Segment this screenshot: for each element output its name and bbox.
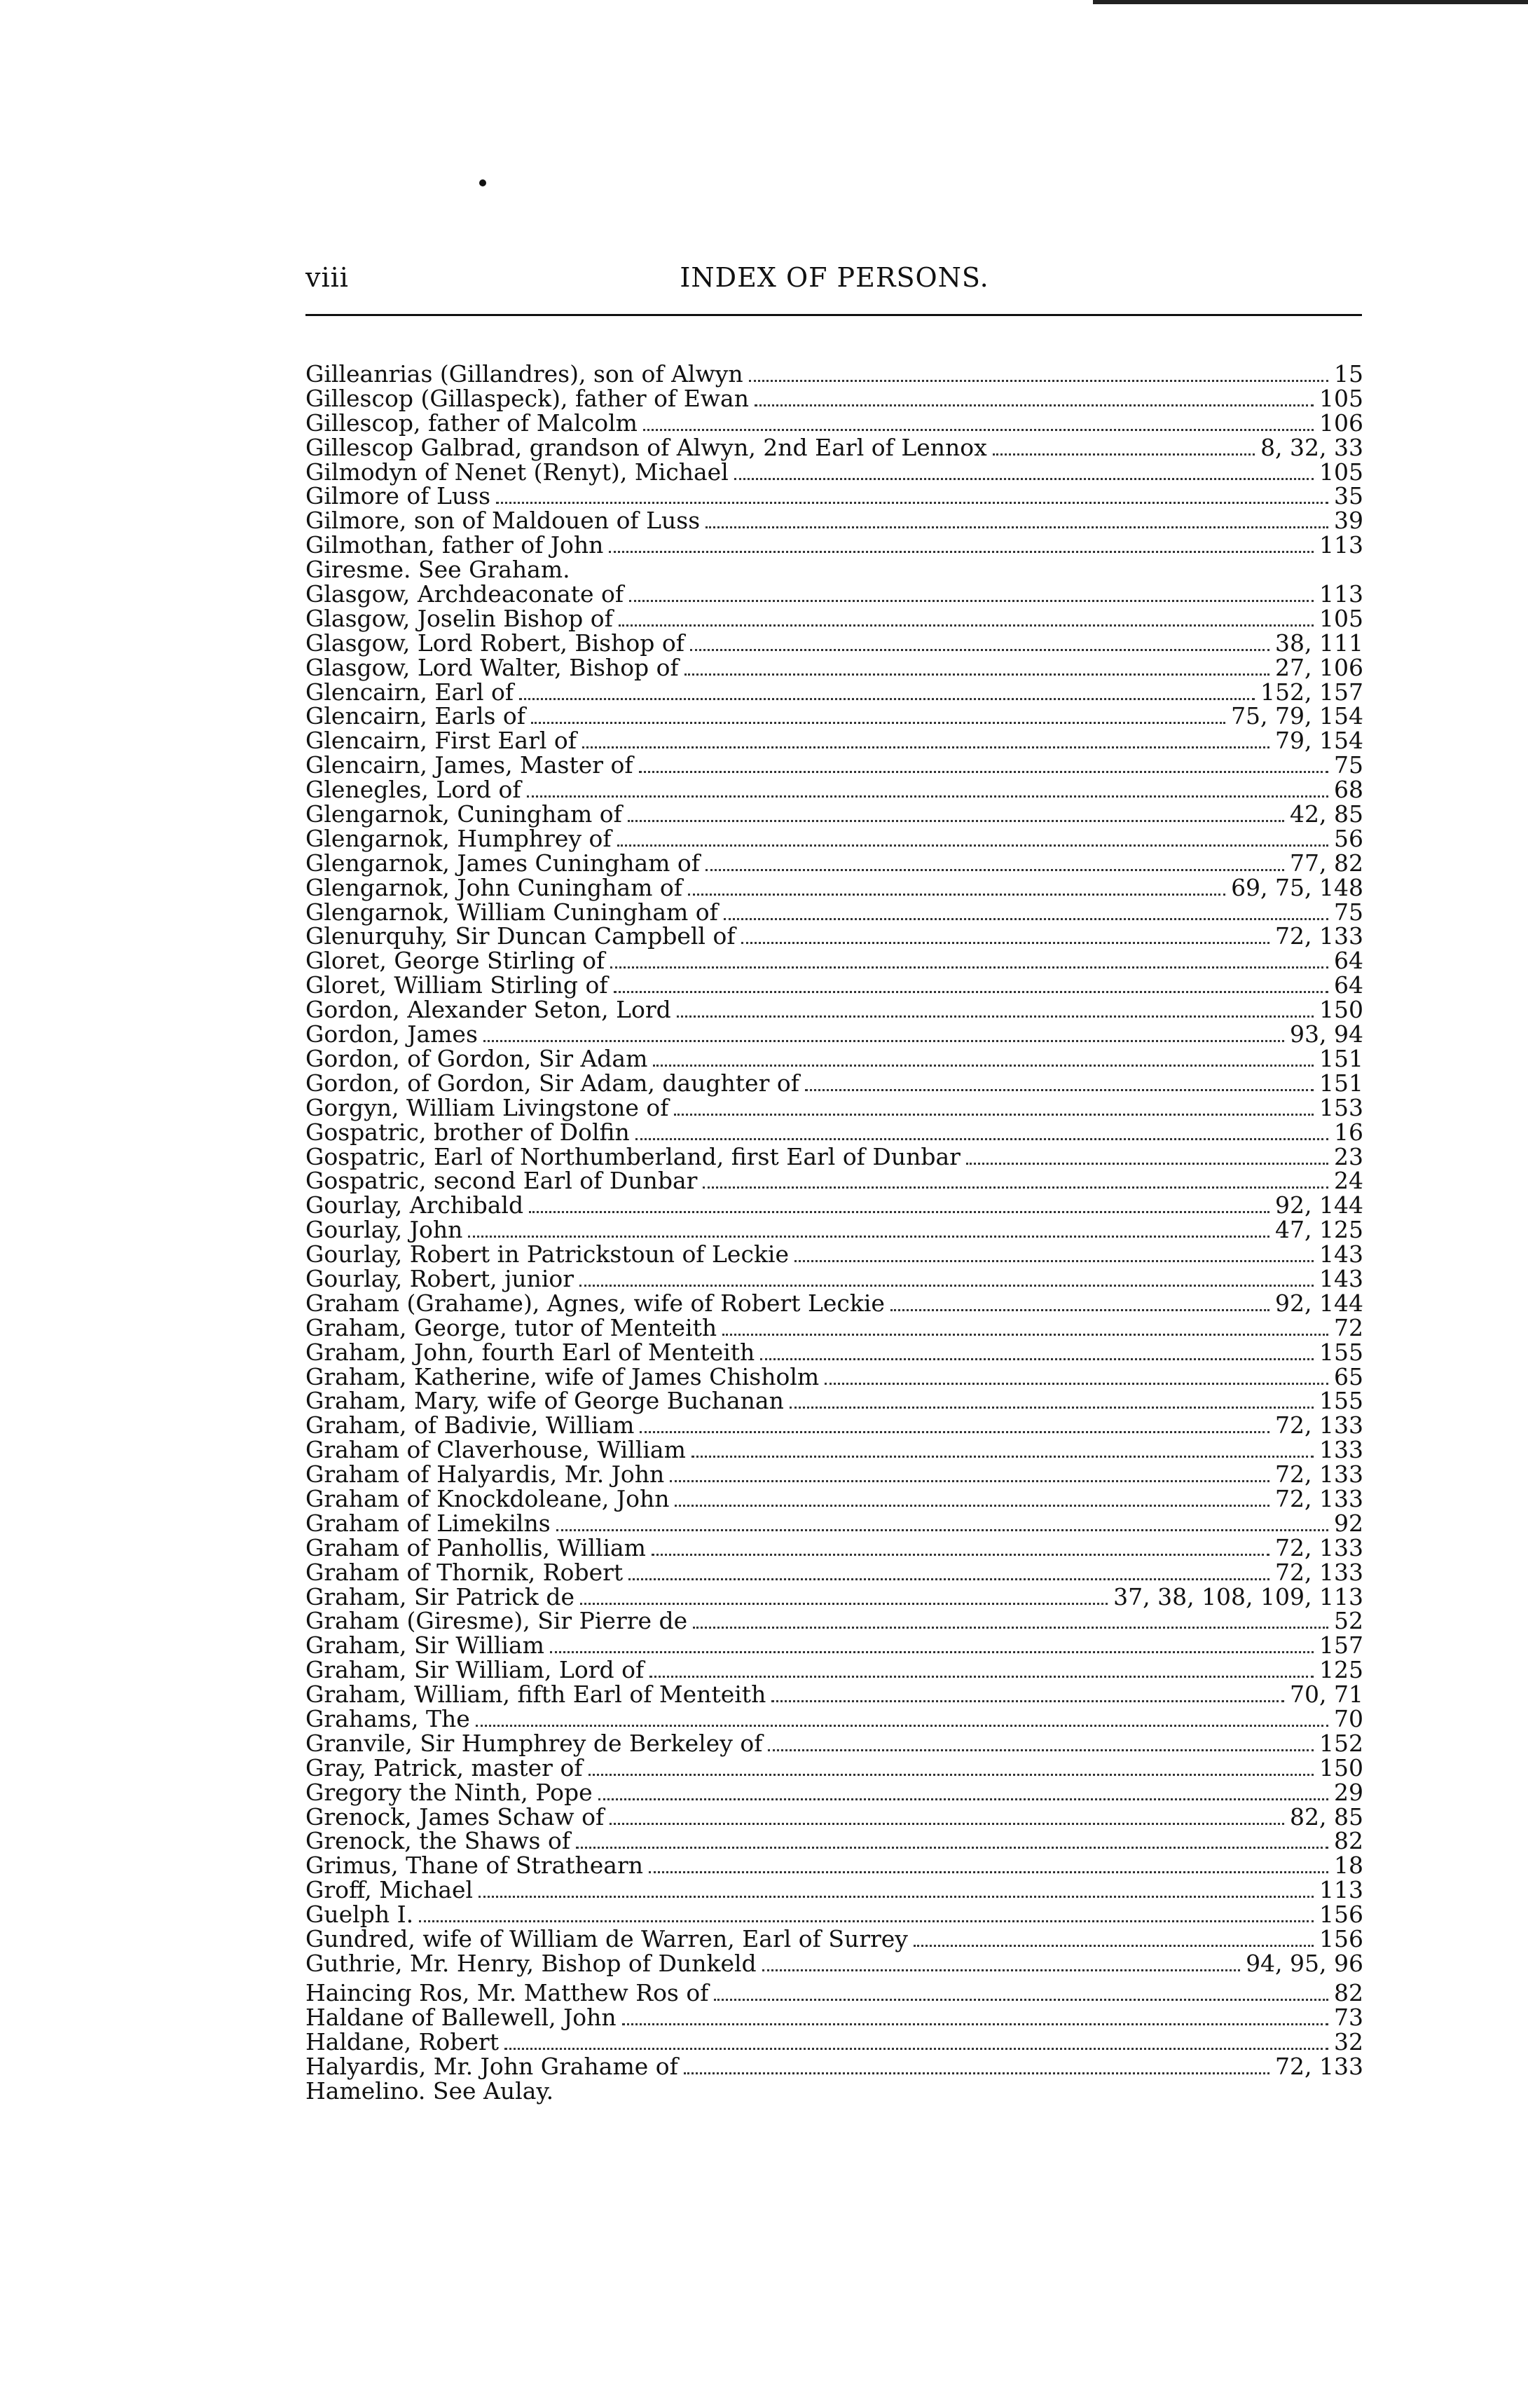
entry-name: Glengarnok, James Cuningham of bbox=[305, 849, 700, 877]
dot-leader bbox=[734, 478, 1314, 480]
entry-name: Graham, William, fifth Earl of Menteith bbox=[305, 1681, 766, 1709]
dot-leader bbox=[579, 1285, 1314, 1287]
dot-leader bbox=[640, 1431, 1269, 1433]
dot-leader bbox=[755, 404, 1314, 406]
dot-leader bbox=[649, 1871, 1328, 1873]
dot-leader bbox=[914, 1945, 1314, 1947]
entry-name: Graham of Thornik, Robert bbox=[305, 1558, 624, 1586]
entry-name: Glasgow, Lord Walter, Bishop of bbox=[305, 653, 679, 681]
entry-name: Gundred, wife of William de Warren, Earl of Surrey bbox=[305, 1925, 908, 1952]
index-entry bbox=[305, 1802, 1363, 1831]
dot-leader bbox=[556, 1529, 1328, 1531]
page-title: INDEX OF PERSONS. bbox=[680, 262, 989, 293]
index-section-g bbox=[305, 362, 1363, 1976]
entry-pages: 47, 125 bbox=[1275, 1216, 1363, 1244]
entry-pages: 106 bbox=[1319, 409, 1363, 437]
index-entry bbox=[305, 1829, 1363, 1854]
entry-pages: 18 bbox=[1334, 1852, 1363, 1880]
dot-leader bbox=[724, 918, 1328, 920]
dot-leader bbox=[610, 1823, 1284, 1825]
dot-leader bbox=[496, 502, 1328, 504]
dot-leader bbox=[629, 600, 1314, 602]
entry-pages: 143 bbox=[1319, 1240, 1363, 1268]
entry-name: Gordon, James bbox=[305, 1020, 478, 1048]
entry-name: Hamelino. See Aulay. bbox=[305, 2077, 554, 2105]
entry-pages: 72, 133 bbox=[1275, 1533, 1363, 1561]
entry-pages: 82 bbox=[1334, 1827, 1363, 1855]
index-entry bbox=[305, 1169, 1363, 1193]
dot-leader bbox=[531, 722, 1225, 724]
entry-pages: 69, 75, 148 bbox=[1231, 873, 1363, 901]
entry-pages: 72, 133 bbox=[1275, 1460, 1363, 1489]
entry-name: Haldane, Robert bbox=[305, 2027, 499, 2055]
header-rule bbox=[305, 314, 1362, 316]
entry-pages: 72, 133 bbox=[1275, 2052, 1363, 2080]
entry-name: Gospatric, brother of Dolfin bbox=[305, 1118, 630, 1146]
entry-name: Glencairn, First Earl of bbox=[305, 727, 577, 755]
index-entry bbox=[305, 582, 1363, 607]
dot-leader bbox=[576, 1847, 1328, 1849]
index-entry bbox=[305, 1981, 1363, 2006]
entry-name: Graham, Sir William bbox=[305, 1631, 544, 1660]
index-entry bbox=[305, 509, 1363, 533]
index-entry bbox=[305, 949, 1363, 973]
dot-leader bbox=[628, 1578, 1269, 1580]
entry-name: Gordon, of Gordon, Sir Adam bbox=[305, 1044, 648, 1072]
entry-name: Glasgow, Archdeaconate of bbox=[305, 580, 624, 608]
entry-pages: 150 bbox=[1319, 1753, 1363, 1781]
entry-pages: 105 bbox=[1319, 604, 1363, 632]
dot-leader bbox=[617, 844, 1328, 847]
entry-pages: 70 bbox=[1334, 1704, 1363, 1732]
entry-pages: 64 bbox=[1334, 947, 1363, 975]
index-entry bbox=[305, 484, 1363, 509]
entry-name: Graham of Claverhouse, William bbox=[305, 1436, 686, 1464]
entry-pages: 157 bbox=[1319, 1631, 1363, 1660]
entry-name: Gilmore, son of Maldouen of Luss bbox=[305, 507, 701, 535]
index-entry bbox=[305, 631, 1363, 656]
dot-leader bbox=[890, 1309, 1269, 1311]
index-entry bbox=[305, 998, 1363, 1022]
dot-leader bbox=[790, 1407, 1314, 1409]
index-entry bbox=[305, 973, 1363, 998]
dot-leader bbox=[476, 1725, 1328, 1727]
entry-name: Halyardis, Mr. John Grahame of bbox=[305, 2052, 678, 2080]
index-entry bbox=[305, 1949, 1363, 1977]
entry-name: Graham, of Badivie, William bbox=[305, 1411, 635, 1439]
index-entry bbox=[305, 1093, 1363, 1121]
entry-pages: 32 bbox=[1334, 2027, 1363, 2055]
entry-name: Gourlay, Robert in Patrickstoun of Leckie bbox=[305, 1240, 790, 1268]
entry-name: Gourlay, Archibald bbox=[305, 1191, 524, 1219]
entry-pages: 152, 157 bbox=[1260, 678, 1363, 706]
entry-name: Graham (Giresme), Sir Pierre de bbox=[305, 1607, 688, 1635]
index-entry bbox=[305, 873, 1363, 901]
dot-leader bbox=[609, 551, 1314, 553]
entry-name: Gray, Patrick, master of bbox=[305, 1753, 583, 1781]
dot-leader bbox=[529, 1211, 1269, 1213]
dot-leader bbox=[674, 1114, 1314, 1116]
index-entry bbox=[305, 1778, 1363, 1806]
entry-pages: 143 bbox=[1319, 1264, 1363, 1292]
index-entry bbox=[305, 824, 1363, 852]
entry-pages: 70, 71 bbox=[1290, 1681, 1363, 1709]
dot-leader bbox=[419, 1920, 1314, 1922]
entry-pages: 113 bbox=[1319, 531, 1363, 559]
entry-name: Glasgow, Lord Robert, Bishop of bbox=[305, 629, 684, 657]
entry-name: Glenurquhy, Sir Duncan Campbell of bbox=[305, 922, 736, 950]
entry-pages: 156 bbox=[1319, 1901, 1363, 1929]
entry-name: Gilleanrias (Gillandres), son of Alwyn bbox=[305, 360, 743, 388]
dot-leader bbox=[684, 2072, 1269, 2074]
entry-name: Gorgyn, William Livingstone of bbox=[305, 1093, 669, 1121]
index-entry bbox=[305, 1582, 1363, 1610]
entry-name: Glencairn, Earls of bbox=[305, 702, 526, 730]
index-entry bbox=[305, 558, 1363, 582]
dot-leader bbox=[684, 673, 1269, 676]
entry-pages: 15 bbox=[1334, 360, 1363, 388]
entry-name: Grenock, James Schaw of bbox=[305, 1802, 605, 1831]
entry-pages: 153 bbox=[1319, 1093, 1363, 1121]
entry-name: Graham of Knockdoleane, John bbox=[305, 1484, 670, 1512]
index-entry bbox=[305, 704, 1363, 729]
entry-name: Haincing Ros, Mr. Matthew Ros of bbox=[305, 1979, 709, 2006]
entry-name: Gourlay, John bbox=[305, 1216, 463, 1244]
index-entry bbox=[305, 1704, 1363, 1732]
entry-pages: 68 bbox=[1334, 776, 1363, 804]
dot-leader bbox=[741, 942, 1269, 944]
entry-pages: 155 bbox=[1319, 1338, 1363, 1366]
dot-leader bbox=[706, 526, 1328, 528]
entry-pages: 155 bbox=[1319, 1387, 1363, 1415]
index-entry bbox=[305, 2027, 1363, 2055]
entry-name: Glenegles, Lord of bbox=[305, 776, 521, 804]
index-entry bbox=[305, 460, 1363, 485]
dot-leader bbox=[589, 1774, 1314, 1776]
dot-leader bbox=[706, 869, 1284, 871]
entry-name: Gillescop (Gillaspeck), father of Ewan bbox=[305, 384, 749, 412]
entry-name: Glencairn, James, Master of bbox=[305, 751, 633, 779]
index-entry bbox=[305, 1411, 1363, 1439]
entry-pages: 72 bbox=[1334, 1313, 1363, 1341]
entry-name: Gilmothan, father of John bbox=[305, 531, 604, 559]
index-entry bbox=[305, 411, 1363, 436]
index-entry bbox=[305, 2052, 1363, 2080]
entry-pages: 42, 85 bbox=[1290, 800, 1363, 828]
index-entry bbox=[305, 1927, 1363, 1952]
dot-leader bbox=[993, 453, 1255, 456]
index-entry bbox=[305, 433, 1363, 461]
entry-name: Groff, Michael bbox=[305, 1876, 474, 1904]
entry-name: Gilmore of Luss bbox=[305, 482, 491, 510]
entry-pages: 105 bbox=[1319, 458, 1363, 486]
index-entry bbox=[305, 1022, 1363, 1047]
dot-leader bbox=[483, 1040, 1284, 1042]
index-entry bbox=[305, 653, 1363, 681]
entry-pages: 77, 82 bbox=[1290, 849, 1363, 877]
index-entry bbox=[305, 924, 1363, 949]
entry-name: Grimus, Thane of Strathearn bbox=[305, 1852, 643, 1880]
entry-name: Graham of Panhollis, William bbox=[305, 1533, 646, 1561]
index-entry bbox=[305, 384, 1363, 412]
dot-leader bbox=[691, 1456, 1314, 1458]
ink-dot bbox=[479, 179, 486, 186]
entry-name: Giresme. See Graham. bbox=[305, 556, 570, 584]
index-entry bbox=[305, 753, 1363, 778]
dot-leader bbox=[614, 991, 1328, 993]
index-entry bbox=[305, 1142, 1363, 1170]
dot-leader bbox=[825, 1383, 1328, 1385]
entry-pages: 75, 79, 154 bbox=[1231, 702, 1363, 730]
dot-leader bbox=[504, 2048, 1328, 2050]
entry-name: Grahams, The bbox=[305, 1704, 470, 1732]
entry-pages: 113 bbox=[1319, 580, 1363, 608]
dot-leader bbox=[722, 1334, 1328, 1336]
entry-pages: 39 bbox=[1334, 507, 1363, 535]
index-entry bbox=[305, 1903, 1363, 1927]
index-entry bbox=[305, 1460, 1363, 1489]
dot-leader bbox=[690, 649, 1269, 651]
entry-name: Guthrie, Mr. Henry, Bishop of Dunkeld bbox=[305, 1949, 757, 1977]
entry-pages: 35 bbox=[1334, 482, 1363, 510]
index-entry bbox=[305, 1313, 1363, 1341]
page-number: viii bbox=[305, 262, 349, 293]
index-entry bbox=[305, 1658, 1363, 1683]
dot-leader bbox=[677, 1015, 1314, 1018]
index-entry bbox=[305, 1509, 1363, 1537]
dot-leader bbox=[619, 624, 1314, 627]
entry-pages: 152 bbox=[1319, 1729, 1363, 1757]
entry-pages: 37, 38, 108, 109, 113 bbox=[1113, 1582, 1363, 1610]
dot-leader bbox=[628, 820, 1284, 822]
entry-pages: 82 bbox=[1334, 1979, 1363, 2006]
dot-leader bbox=[610, 966, 1328, 969]
dot-leader bbox=[703, 1186, 1328, 1189]
entry-pages: 75 bbox=[1334, 751, 1363, 779]
index-entry bbox=[305, 1264, 1363, 1292]
index-entry bbox=[305, 1289, 1363, 1317]
dot-leader bbox=[653, 1065, 1314, 1067]
index-entry bbox=[305, 533, 1363, 558]
entry-pages: 92, 144 bbox=[1275, 1191, 1363, 1219]
entry-pages: 151 bbox=[1319, 1044, 1363, 1072]
index-entry bbox=[305, 1389, 1363, 1414]
dot-leader bbox=[966, 1163, 1328, 1165]
entry-name: Guelph I. bbox=[305, 1901, 414, 1929]
entry-pages: 56 bbox=[1334, 824, 1363, 852]
index-entry bbox=[305, 1558, 1363, 1586]
entry-name: Gloret, William Stirling of bbox=[305, 971, 608, 999]
index-entry bbox=[305, 2079, 1363, 2104]
index-entry bbox=[305, 1240, 1363, 1268]
entry-pages: 27, 106 bbox=[1275, 653, 1363, 681]
entry-pages: 82, 85 bbox=[1290, 1802, 1363, 1831]
entry-name: Granvile, Sir Humphrey de Berkeley of bbox=[305, 1729, 763, 1757]
index-entry bbox=[305, 778, 1363, 802]
index-entry bbox=[305, 851, 1363, 876]
entry-pages: 72, 133 bbox=[1275, 1484, 1363, 1512]
index-entry bbox=[305, 1854, 1363, 1878]
entry-pages: 75 bbox=[1334, 898, 1363, 926]
dot-leader bbox=[688, 894, 1225, 896]
dot-leader bbox=[519, 698, 1255, 700]
index-entry bbox=[305, 1729, 1363, 1757]
entry-name: Graham of Limekilns bbox=[305, 1509, 551, 1537]
entry-name: Gloret, George Stirling of bbox=[305, 947, 605, 975]
entry-name: Gillescop, father of Malcolm bbox=[305, 409, 638, 437]
dot-leader bbox=[527, 795, 1328, 798]
dot-leader bbox=[635, 1138, 1328, 1140]
index-entry bbox=[305, 1338, 1363, 1366]
entry-pages: 16 bbox=[1334, 1118, 1363, 1146]
dot-leader bbox=[550, 1651, 1314, 1653]
entry-pages: 93, 94 bbox=[1290, 1020, 1363, 1048]
entry-name: Glasgow, Joselin Bishop of bbox=[305, 604, 613, 632]
entry-pages: 23 bbox=[1334, 1142, 1363, 1170]
index-entry bbox=[305, 1753, 1363, 1781]
entry-name: Graham, Mary, wife of George Buchanan bbox=[305, 1387, 784, 1415]
entry-name: Graham, George, tutor of Menteith bbox=[305, 1313, 717, 1341]
dot-leader bbox=[714, 1999, 1328, 2001]
index-entry bbox=[305, 1438, 1363, 1463]
entry-pages: 113 bbox=[1319, 1876, 1363, 1904]
index-entry bbox=[305, 604, 1363, 632]
dot-leader bbox=[768, 1749, 1314, 1751]
index-entry bbox=[305, 802, 1363, 827]
dot-leader bbox=[468, 1236, 1269, 1238]
entry-pages: 151 bbox=[1319, 1069, 1363, 1097]
dot-leader bbox=[762, 1969, 1240, 1971]
index-entry bbox=[305, 1069, 1363, 1097]
entry-pages: 94, 95, 96 bbox=[1246, 1949, 1363, 1977]
dot-leader bbox=[760, 1358, 1314, 1360]
dot-leader bbox=[580, 1603, 1108, 1605]
entry-pages: 8, 32, 33 bbox=[1260, 433, 1363, 461]
entry-pages: 52 bbox=[1334, 1607, 1363, 1635]
entry-name: Haldane of Ballewell, John bbox=[305, 2003, 617, 2031]
dot-leader bbox=[639, 771, 1328, 773]
index-entry bbox=[305, 1609, 1363, 1634]
entry-pages: 24 bbox=[1334, 1167, 1363, 1195]
index-entry bbox=[305, 1878, 1363, 1903]
dot-leader bbox=[693, 1627, 1328, 1629]
dot-leader bbox=[598, 1798, 1328, 1800]
index-entry bbox=[305, 2003, 1363, 2031]
entry-pages: 133 bbox=[1319, 1436, 1363, 1464]
entry-pages: 64 bbox=[1334, 971, 1363, 999]
dot-leader bbox=[675, 1505, 1269, 1507]
index-entry bbox=[305, 1484, 1363, 1512]
index-entry bbox=[305, 680, 1363, 705]
entry-name: Graham of Halyardis, Mr. John bbox=[305, 1460, 665, 1489]
index-entry bbox=[305, 1218, 1363, 1243]
entry-name: Graham, Sir William, Lord of bbox=[305, 1656, 645, 1684]
entry-name: Gilmodyn of Nenet (Renyt), Michael bbox=[305, 458, 729, 486]
index-entry bbox=[305, 1533, 1363, 1561]
index-entry bbox=[305, 1683, 1363, 1707]
entry-pages: 150 bbox=[1319, 996, 1363, 1024]
dot-leader bbox=[805, 1089, 1314, 1091]
dot-leader bbox=[622, 2023, 1328, 2025]
dot-leader bbox=[771, 1700, 1284, 1702]
entry-pages: 65 bbox=[1334, 1362, 1363, 1390]
entry-name: Gospatric, Earl of Northumberland, first Earl of Dunbar bbox=[305, 1142, 961, 1170]
index-entry bbox=[305, 898, 1363, 926]
top-edge-rule bbox=[1093, 0, 1528, 4]
entry-pages: 72, 133 bbox=[1275, 1411, 1363, 1439]
dot-leader bbox=[794, 1260, 1314, 1262]
index-entry bbox=[305, 1362, 1363, 1390]
entry-name: Grenock, the Shaws of bbox=[305, 1827, 571, 1855]
entry-name: Graham (Grahame), Agnes, wife of Robert Leckie bbox=[305, 1289, 885, 1317]
dot-leader bbox=[643, 429, 1314, 431]
entry-name: Gillescop Galbrad, grandson of Alwyn, 2nd Earl of Lennox bbox=[305, 433, 987, 461]
entry-pages: 79, 154 bbox=[1275, 727, 1363, 755]
index-entry bbox=[305, 362, 1363, 387]
entry-name: Glengarnok, William Cuningham of bbox=[305, 898, 718, 926]
index-entry bbox=[305, 1193, 1363, 1218]
entry-name: Gordon, Alexander Seton, Lord bbox=[305, 996, 671, 1024]
entry-name: Graham, Katherine, wife of James Chisholm bbox=[305, 1362, 820, 1390]
entry-pages: 72, 133 bbox=[1275, 1558, 1363, 1586]
entry-name: Glencairn, Earl of bbox=[305, 678, 514, 706]
index-entry bbox=[305, 1631, 1363, 1660]
page-header bbox=[305, 262, 1363, 304]
entry-pages: 92 bbox=[1334, 1509, 1363, 1537]
index-entry bbox=[305, 1044, 1363, 1072]
entry-name: Gordon, of Gordon, Sir Adam, daughter of bbox=[305, 1069, 799, 1097]
entry-name: Graham, John, fourth Earl of Menteith bbox=[305, 1338, 755, 1366]
entry-name: Gregory the Ninth, Pope bbox=[305, 1778, 593, 1806]
dot-leader bbox=[479, 1896, 1314, 1898]
dot-leader bbox=[649, 1676, 1314, 1678]
entry-name: Glengarnok, Cuningham of bbox=[305, 800, 622, 828]
entry-name: Glengarnok, John Cuningham of bbox=[305, 873, 682, 901]
entry-name: Gourlay, Robert, junior bbox=[305, 1264, 574, 1292]
entry-pages: 73 bbox=[1334, 2003, 1363, 2031]
entry-name: Graham, Sir Patrick de bbox=[305, 1582, 575, 1610]
index-section-h bbox=[305, 1981, 1363, 2103]
index-entry bbox=[305, 729, 1363, 753]
entry-name: Gospatric, second Earl of Dunbar bbox=[305, 1167, 698, 1195]
dot-leader bbox=[670, 1480, 1269, 1482]
entry-pages: 72, 133 bbox=[1275, 922, 1363, 950]
dot-leader bbox=[582, 746, 1269, 748]
entry-pages: 125 bbox=[1319, 1656, 1363, 1684]
index-entry bbox=[305, 1118, 1363, 1146]
dot-leader bbox=[749, 380, 1328, 382]
entry-pages: 38, 111 bbox=[1275, 629, 1363, 657]
entry-pages: 92, 144 bbox=[1275, 1289, 1363, 1317]
entry-pages: 105 bbox=[1319, 384, 1363, 412]
entry-name: Glengarnok, Humphrey of bbox=[305, 824, 612, 852]
dot-leader bbox=[652, 1554, 1269, 1556]
entry-pages: 29 bbox=[1334, 1778, 1363, 1806]
entry-pages: 156 bbox=[1319, 1925, 1363, 1952]
